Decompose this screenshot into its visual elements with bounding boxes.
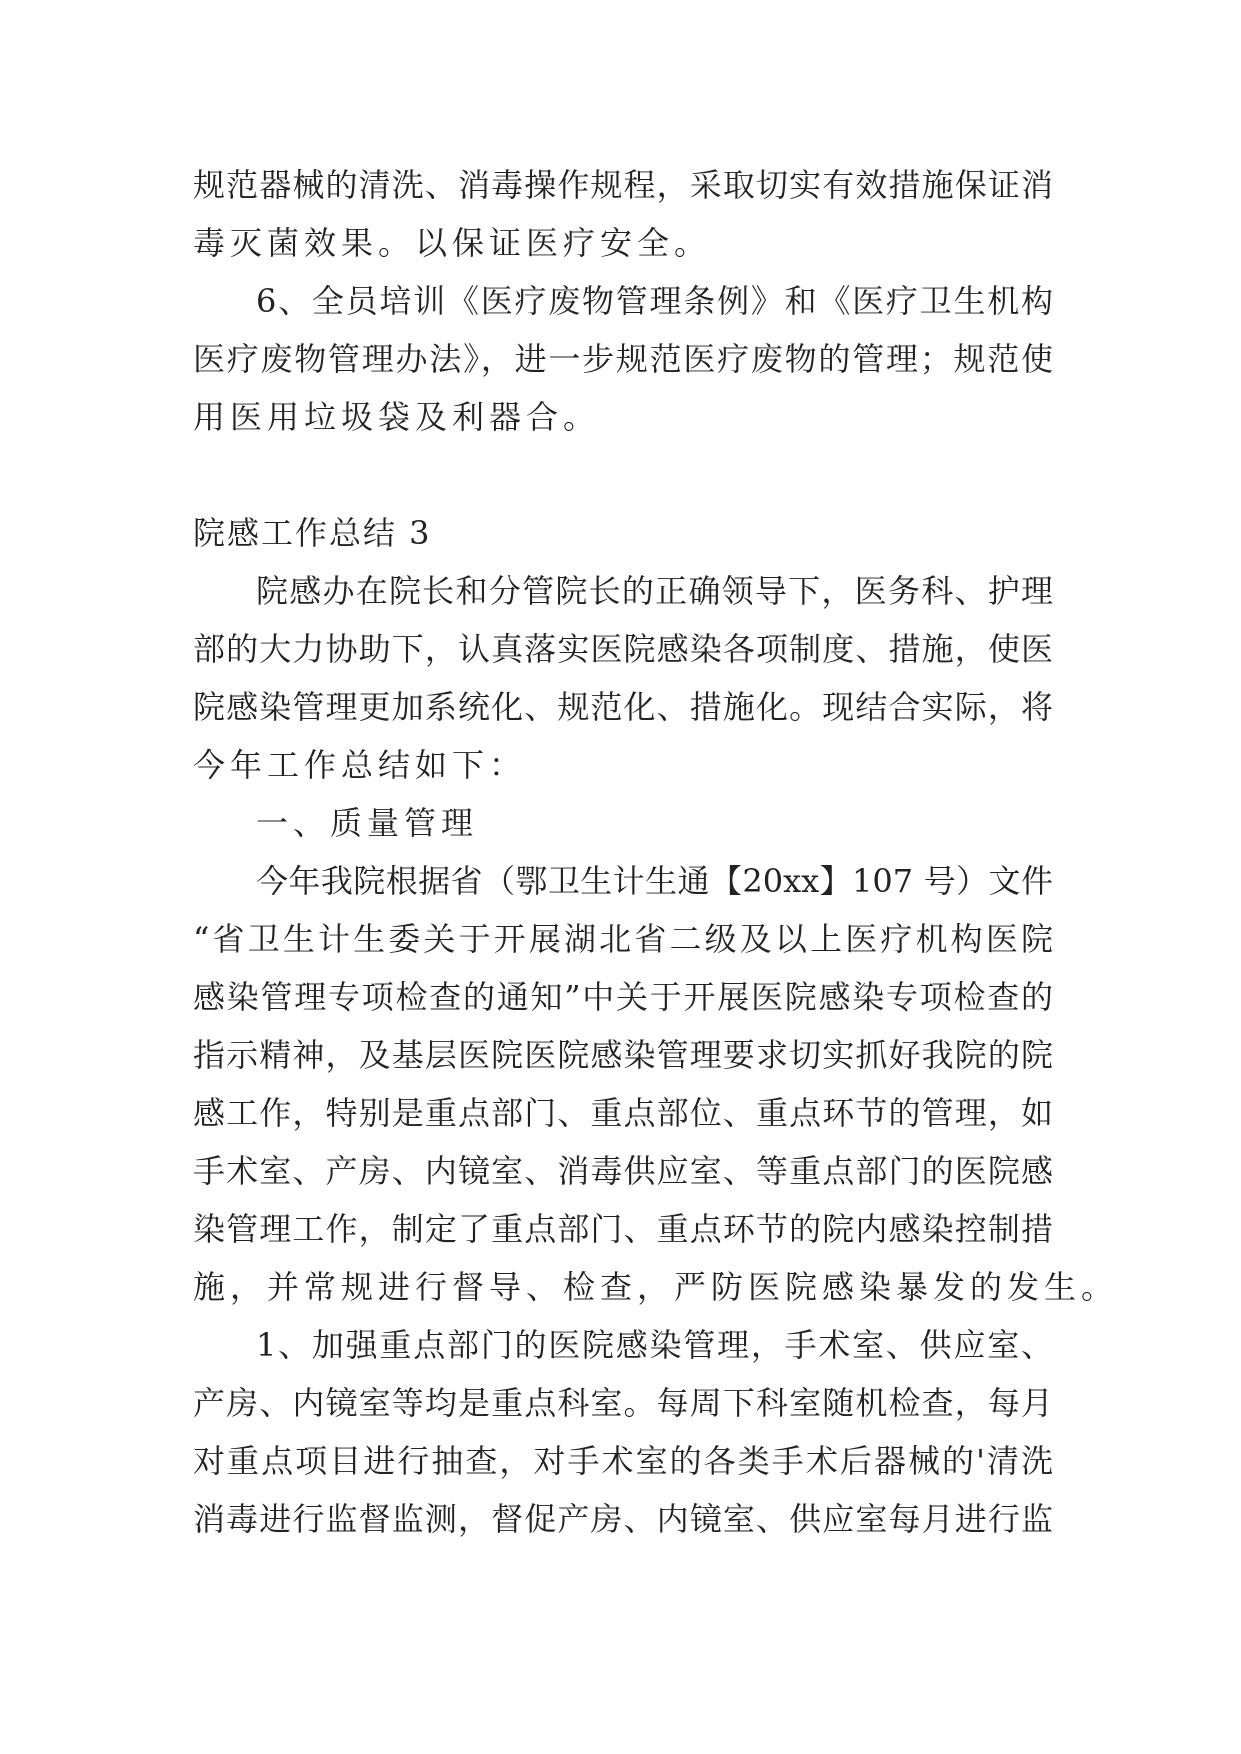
body-text-line: 消毒进行监督监测，督促产房、内镜室、供应室每月进行监: [193, 1500, 1053, 1538]
body-text-line: 产房、内镜室等均是重点科室。每周下科室随机检查，每月: [193, 1384, 1053, 1422]
body-text-line: “省卫生计生委关于开展湖北省二级及以上医疗机构医院: [193, 920, 1053, 958]
body-text-line: 今年我院根据省（鄂卫生计生通【20xx】107 号）文件: [256, 862, 1053, 900]
body-text-line: 院感办在院长和分管院长的正确领导下，医务科、护理: [256, 572, 1053, 610]
body-text-line: 指示精神，及基层医院医院感染管理要求切实抓好我院的院: [193, 1036, 1053, 1074]
body-text-line: 医疗废物管理办法》，进一步规范医疗废物的管理；规范使: [193, 340, 1053, 378]
body-text-line: 感染管理专项检查的通知”中关于开展医院感染专项检查的: [193, 978, 1053, 1016]
body-text-line: 6、全员培训《医疗废物管理条例》和《医疗卫生机构: [256, 282, 1053, 320]
subsection-heading: 一、质量管理: [256, 804, 479, 842]
body-text-line: 院感染管理更加系统化、规范化、措施化。现结合实际，将: [193, 688, 1053, 726]
body-text-line: 今年工作总结如下：: [193, 746, 527, 784]
body-text-line: 毒灭菌效果。以保证医疗安全。: [193, 224, 712, 262]
body-text-line: 手术室、产房、内镜室、消毒供应室、等重点部门的医院感: [193, 1152, 1053, 1190]
body-text-line: 感工作，特别是重点部门、重点部位、重点环节的管理，如: [193, 1094, 1053, 1132]
body-text-line: 1、加强重点部门的医院感染管理，手术室、供应室、: [256, 1326, 1053, 1364]
body-text-line: 规范器械的清洗、消毒操作规程，采取切实有效措施保证消: [193, 166, 1053, 204]
body-text-line: 对重点项目进行抽查，对手术室的各类手术后器械的'清洗: [193, 1442, 1053, 1480]
section-heading: 院感工作总结 3: [193, 514, 432, 552]
body-text-line: 部的大力协助下，认真落实医院感染各项制度、措施，使医: [193, 630, 1053, 668]
body-text-line: 施，并常规进行督导、检查，严防医院感染暴发的发生。: [193, 1268, 1119, 1306]
body-text-line: 用医用垃圾袋及利器合。: [193, 398, 601, 436]
body-text-line: 染管理工作，制定了重点部门、重点环节的院内感染控制措: [193, 1210, 1053, 1248]
